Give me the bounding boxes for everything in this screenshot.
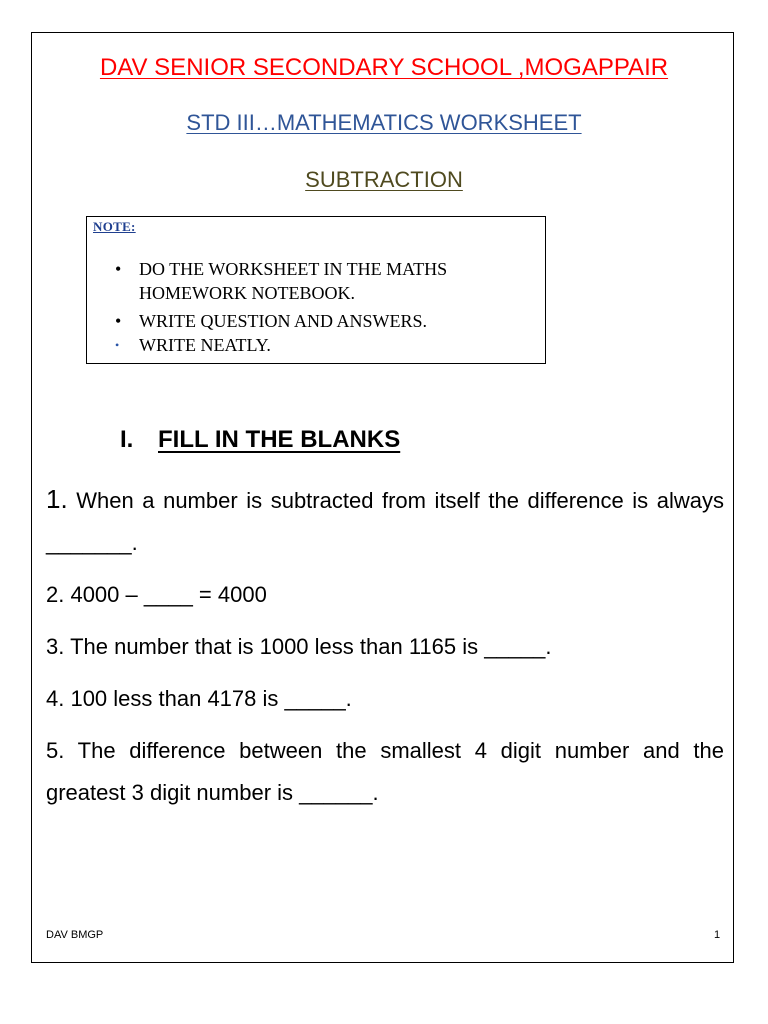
question-text: 5. The difference between the smallest 4 digit number and the greatest 3 digit number is ______. <box>46 738 724 805</box>
section-title: FILL IN THE BLANKS <box>158 426 401 453</box>
question-1 <box>46 478 724 564</box>
question-list <box>46 478 724 824</box>
note-box <box>86 216 546 364</box>
bullet-icon: • <box>115 259 122 279</box>
note-item <box>115 333 535 357</box>
section-number: I. <box>120 426 134 453</box>
question-3 <box>46 626 724 668</box>
bullet-icon: • <box>115 338 120 352</box>
bullet-icon: • <box>115 311 122 331</box>
note-item-text: WRITE NEATLY. <box>139 335 271 355</box>
note-list <box>115 257 535 361</box>
question-5 <box>46 730 724 814</box>
question-4 <box>46 678 724 720</box>
note-item-text: DO THE WORKSHEET IN THE MATHS HOMEWORK NOTEBOOK. <box>139 259 448 303</box>
topic-title: SUBTRACTION <box>305 167 463 192</box>
note-item <box>115 309 535 333</box>
question-text: 3. The number that is 1000 less than 1165 is _____. <box>46 634 552 659</box>
page-number: 1 <box>714 929 721 941</box>
note-item-text: WRITE QUESTION AND ANSWERS. <box>139 311 427 331</box>
footer-school-code: DAV BMGP <box>46 929 104 941</box>
question-text: 2. 4000 – ____ = 4000 <box>46 582 267 607</box>
school-name: DAV SENIOR SECONDARY SCHOOL ,MOGAPPAIR <box>99 54 669 81</box>
question-number: 1. <box>46 484 68 514</box>
note-heading: NOTE: <box>93 219 136 234</box>
question-2 <box>46 574 724 616</box>
section-heading <box>120 422 400 458</box>
question-text: 4. 100 less than 4178 is _____. <box>46 686 352 711</box>
note-item <box>115 257 535 305</box>
question-text: When a number is subtracted from itself the difference is always _______. <box>46 488 724 555</box>
worksheet-title: STD III…MATHEMATICS WORKSHEET <box>186 110 582 135</box>
